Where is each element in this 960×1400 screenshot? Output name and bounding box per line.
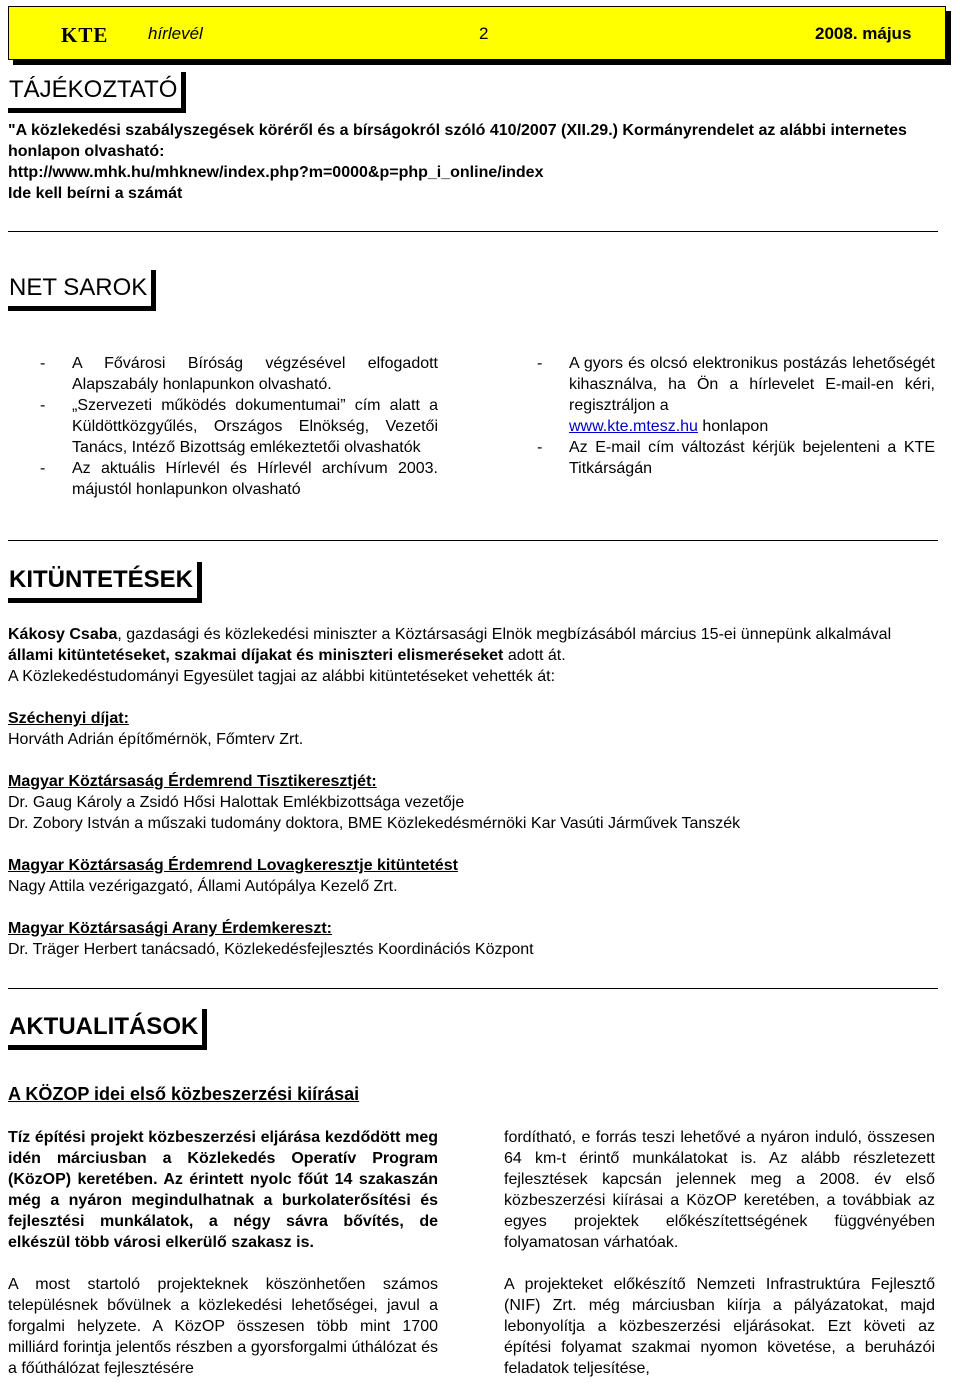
award-title: Magyar Köztársasági Arany Érdemkereszt: bbox=[8, 920, 332, 937]
header-date: 2008. május bbox=[815, 24, 912, 43]
award-person: Horváth Adrián építőmérnök, Főmterv Zrt. bbox=[8, 731, 304, 748]
aktualitasok-left-paragraph: A most startoló projekteknek köszönhetően számos településnek bővülnek a közlekedési lehetőségei, javul a forgalmi helyzete. A KözOP összesen több mint 1700 milliárd forintja jelentős részben a gyorsforgalmi úthálózat és a főúthálózat fejlesztésére bbox=[8, 1276, 438, 1377]
award-title: Magyar Köztársaság Érdemrend Tisztikeresztjét: bbox=[8, 773, 377, 790]
section-title-aktualitasok: AKTUALITÁSOK bbox=[8, 1009, 207, 1050]
section-divider bbox=[8, 540, 938, 541]
list-item: - A gyors és olcsó elektronikus postázás lehetőségét kihasználva, ha Ön a hírlevelet E-mail-en kéri, regisztráljon a www.kte.mtesz.hu honlapon bbox=[537, 353, 935, 437]
award-person: Dr. Zobory István a műszaki tudomány doktora, BME Közlekedésmérnöki Kar Vasúti Járművek Tanszék bbox=[8, 815, 741, 832]
kituntetesek-intro: Kákosy Csaba, gazdasági és közlekedési miniszter a Köztársasági Elnök megbízásából március 15-ei ünnepünk alkalmával állami kitüntetéseket, szakmai díjakat és miniszteri elismeréseket adott át. bbox=[8, 626, 892, 664]
kituntetesek-body bbox=[8, 624, 938, 960]
header-page-number: 2 bbox=[479, 24, 489, 43]
award-block bbox=[8, 855, 938, 897]
section-title-kituntetesek: KITÜNTETÉSEK bbox=[8, 562, 202, 603]
tajekoztato-line1: "A közlekedési szabályszegések köréről és a bírságokról szóló 410/2007 (XII.29.) Kormányrendelet az alábbi internetes honlapon olvasható: bbox=[8, 122, 907, 160]
aktualitasok-right-paragraph: A projekteket előkészítő Nemzeti Infrastruktúra Fejlesztő (NIF) Zrt. még márciusban kiírja a pályázatokat, majd lebonyolítja a közbeszerzési eljárásokat. Ezt követi az építési folyamat szakmai nyomon követése, a beruházói feladatok teljesítése, bbox=[504, 1276, 935, 1377]
award-person: Dr. Träger Herbert tanácsadó, Közlekedésfejlesztés Koordinációs Központ bbox=[8, 941, 534, 958]
section-title-tajekoztato: TÁJÉKOZTATÓ bbox=[8, 72, 186, 113]
aktualitasok-right-paragraph: fordítható, e forrás teszi lehetővé a nyáron induló, összesen 64 km-t érintő munkálatokat is. Az alább részletezett fejlesztések kapcsán jelennek meg a 2008. év első közbeszerzési kiírásai a KözOP keretében, a továbbiak az egyes projektek előkészítettségének függvényében folyamatosan várhatóak. bbox=[504, 1129, 935, 1251]
section-divider bbox=[8, 231, 938, 232]
net-sarok-right-column bbox=[537, 353, 935, 479]
award-title: Magyar Köztársaság Érdemrend Lovagkeresztje kitüntetést bbox=[8, 857, 458, 874]
tajekoztato-line3: Ide kell beírni a számát bbox=[8, 185, 183, 202]
section-title-net-sarok: NET SAROK bbox=[8, 270, 156, 311]
aktualitasok-lead: Tíz építési projekt közbeszerzési eljárása kezdődött meg idén márciusban a Közlekedés Operatív Program (KözOP) keretében. Az érintett nyolc főút 14 szakaszán még a nyáron megindulhatnak a burkolaterősítési és fejlesztési munkálatok, a négy sávra bővítés, de elkészül több városi elkerülő szakasz is. bbox=[8, 1129, 438, 1251]
award-person: Dr. Gaug Károly a Zsidó Hősi Halottak Emlékbizottsága vezetője bbox=[8, 794, 465, 811]
award-block bbox=[8, 918, 938, 960]
header-subtitle: hírlevél bbox=[148, 24, 203, 43]
award-block bbox=[8, 708, 938, 750]
award-person: Nagy Attila vezérigazgató, Állami Autópálya Kezelő Zrt. bbox=[8, 878, 398, 895]
aktualitasok-right-column bbox=[504, 1127, 935, 1379]
aktualitasok-left-column bbox=[8, 1127, 438, 1379]
award-block bbox=[8, 771, 938, 834]
newsletter-header bbox=[8, 6, 946, 60]
aktualitasok-subtitle: A KÖZOP idei első közbeszerzési kiírásai bbox=[8, 1084, 360, 1104]
list-item: - A Fővárosi Bíróság végzésével elfogadott Alapszabály honlapunkon olvasható. bbox=[40, 353, 438, 395]
list-item: - Az E-mail cím változást kérjük bejelenteni a KTE Titkárságán bbox=[537, 437, 935, 479]
kituntetesek-intro2: A Közlekedéstudományi Egyesület tagjai az alábbi kitüntetéseket vehették át: bbox=[8, 668, 556, 685]
tajekoztato-url[interactable]: http://www.mhk.hu/mhknew/index.php?m=0000&p=php_i_online/index bbox=[8, 164, 544, 181]
section-divider bbox=[8, 988, 938, 989]
header-logo: KTE bbox=[61, 23, 109, 47]
kte-website-link[interactable]: www.kte.mtesz.hu bbox=[569, 418, 698, 435]
list-item: - „Szervezeti működés dokumentumai” cím alatt a Küldöttközgyűlés, Országos Elnökség, Vezetői Tanács, Intéző Bizottság emlékeztetői olvashatók bbox=[40, 395, 438, 458]
net-sarok-left-column bbox=[40, 353, 438, 500]
award-title: Széchenyi díjat: bbox=[8, 710, 129, 727]
list-item: - Az aktuális Hírlevél és Hírlevél archívum 2003. májustól honlapunkon olvasható bbox=[40, 458, 438, 500]
tajekoztato-body bbox=[8, 120, 938, 204]
